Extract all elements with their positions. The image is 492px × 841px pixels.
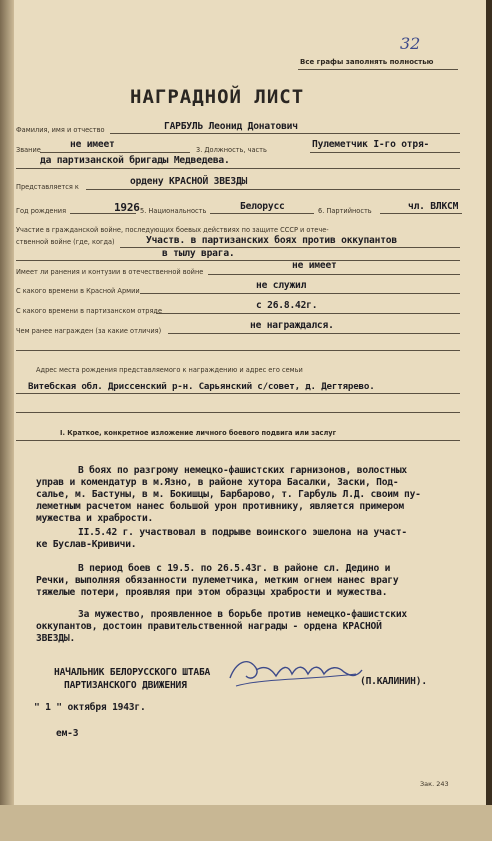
partisan-value: с 26.8.42г. — [256, 300, 318, 311]
rank-value: не имеет — [70, 139, 115, 150]
prev-award-label: Чем ранее награжден (за какие отличия) — [16, 327, 162, 335]
army-value: не служил — [256, 280, 307, 291]
body-line: II.5.42 г. участвовал в подрыве воинского эшелона на участ- — [78, 527, 407, 538]
signature-title-2: ПАРТИЗАНСКОГО ДВИЖЕНИЯ — [64, 680, 187, 691]
nationality-label: 5. Национальность — [140, 207, 207, 215]
party-label: 6. Партийность — [318, 207, 372, 215]
order-number: Зак. 243 — [420, 780, 449, 788]
wounds-label: Имеет ли ранения и контузии в отечественной войне — [16, 268, 204, 276]
body-line: оккупантов, достоин правительственной награды - ордена КРАСНОЙ — [36, 621, 382, 632]
party-value: чл. ВЛКСМ — [408, 201, 459, 212]
prev-award-value: не награждался. — [250, 320, 334, 331]
body-line: управ и комендатур в м.Язно, в районе хутора Басалки, Заски, Под- — [36, 477, 399, 488]
birth-value: 1926 — [114, 201, 140, 214]
civil-war-label: Участие в гражданской войне, последующих боевых действиях по защите СССР и отече- — [16, 226, 329, 234]
body-line: В боях по разгрому немецко-фашистских гарнизонов, волостных — [78, 465, 407, 476]
position-label: 3. Должность, часть — [196, 146, 267, 154]
page-binding — [0, 0, 14, 841]
army-label: С какого времени в Красной Армии — [16, 287, 140, 295]
signatory-name: (П.КАЛИНИН). — [360, 676, 427, 687]
body-line: Речки, выполняя обязанности пулеметчика, метким огнем нанес врагу — [36, 575, 399, 586]
page-bottom-edge — [0, 805, 492, 841]
civil-war-label-2: ственной войне (где, когда) — [16, 238, 115, 246]
civil-war-value: Участв. в партизанских боях против оккупантов — [146, 235, 397, 246]
body-line: За мужество, проявленное в борьбе против немецко-фашистских — [78, 609, 407, 620]
partisan-label: С какого времени в партизанском отряде — [16, 307, 163, 315]
body-line: тяжелые потери, проявляя при этом образцы храбрости и мужества. — [36, 587, 388, 598]
award-value: ордену КРАСНОЙ ЗВЕЗДЫ — [130, 176, 248, 187]
body-line: ЗВЕЗДЫ. — [36, 633, 76, 644]
address-value: Витебская обл. Дриссенский р-н. Сарьянский с/совет, д. Дегтярево. — [28, 381, 375, 392]
wounds-value: не имеет — [292, 260, 337, 271]
archive-number: 32 — [400, 34, 421, 53]
typist-initials: ем-3 — [56, 728, 79, 739]
handwritten-signature — [226, 648, 366, 694]
signature-date: " 1 " октября 1943г. — [34, 702, 146, 713]
signature-title-1: НАЧАЛЬНИК БЕЛОРУССКОГО ШТАБА — [54, 667, 211, 678]
body-line: ке Буслав-Кривичи. — [36, 539, 137, 550]
nationality-value: Белорусс — [240, 201, 285, 212]
document-title: НАГРАДНОЙ ЛИСТ — [130, 86, 305, 108]
position-value-2: да партизанской бригады Медведева. — [40, 155, 230, 166]
award-label: Представляется к — [16, 183, 79, 191]
name-value: ГАРБУЛЬ Леонид Донатович — [164, 121, 298, 132]
body-line: леметным расчетом нанес большой урон противнику, является примером — [36, 501, 405, 512]
body-line: В период боев с 19.5. по 26.5.43г. в районе сл. Дедино и — [78, 563, 391, 574]
body-line: мужества и храбрости. — [36, 513, 154, 524]
address-label: Адрес места рождения представляемого к награждению и адрес его семьи — [36, 366, 303, 374]
rank-label: Звание — [16, 146, 41, 154]
header-note: Все графы заполнять полностью — [300, 58, 434, 66]
birth-label: Год рождения — [16, 207, 67, 215]
position-value: Пулеметчик I-го отря- — [312, 139, 430, 150]
civil-war-value-2: в тылу врага. — [162, 248, 235, 259]
body-line: салье, м. Бастуны, в м. Бокишцы, Барбарово, т. Гарбуль Л.Д. своим пу- — [36, 489, 421, 500]
section-title: I. Краткое, конкретное изложение личного боевого подвига или заслуг — [60, 429, 337, 437]
name-label: Фамилия, имя и отчество — [16, 126, 105, 134]
